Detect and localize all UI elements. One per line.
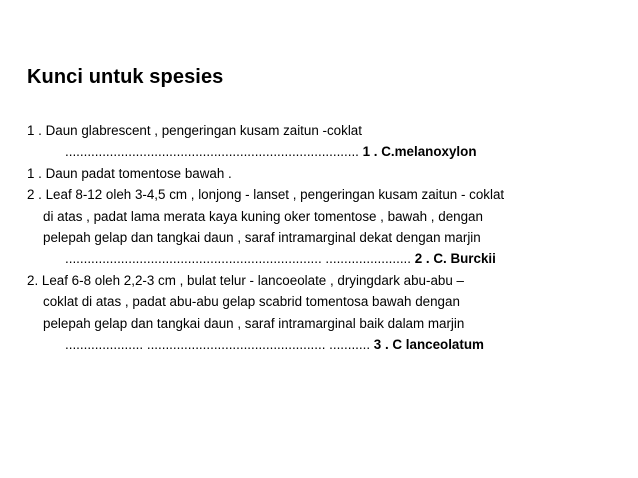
key-line-11 <box>27 334 627 355</box>
key-line-1 <box>27 120 627 141</box>
key-line-10 <box>27 313 627 334</box>
key-line-3 <box>27 163 627 184</box>
slide-title: Kunci untuk spesies <box>27 66 224 88</box>
key-line-10-text: pelepah gelap dan tangkai daun , saraf intramarginal baik dalam marjin <box>43 315 465 331</box>
key-line-6-text: pelepah gelap dan tangkai daun , saraf intramarginal dekat dengan marjin <box>43 229 481 245</box>
key-line-5 <box>27 206 627 227</box>
key-line-2-leader: ............................................................................... <box>65 144 363 160</box>
key-line-2-result: 1 . C.melanoxylon <box>362 144 477 160</box>
key-line-4 <box>27 184 627 205</box>
key-line-9 <box>27 291 627 312</box>
key-line-7-result: 2 . C. Burckii <box>414 251 496 267</box>
key-line-11-leader: ..................... ................................................ ........... <box>65 336 374 352</box>
key-line-11-result: 3 . C lanceolatum <box>373 336 484 352</box>
key-line-3-text: 1 . Daun padat tomentose bawah . <box>27 165 232 181</box>
key-line-6 <box>27 227 627 248</box>
key-line-5-text: di atas , padat lama merata kaya kuning oker tomentose , bawah , dengan <box>43 208 483 224</box>
key-line-8-text: 2. Leaf 6-8 oleh 2,2-3 cm , bulat telur - lancoeolate , dryingdark abu-abu – <box>27 272 464 288</box>
identification-key <box>27 120 627 355</box>
key-line-9-text: coklat di atas , padat abu-abu gelap scabrid tomentosa bawah dengan <box>43 294 460 310</box>
key-line-7 <box>27 248 627 269</box>
key-line-1-text: 1 . Daun glabrescent , pengeringan kusam zaitun -coklat <box>27 123 362 138</box>
key-line-7-leader: ..................................................................... ....................... <box>65 251 415 267</box>
key-line-4-text: 2 . Leaf 8-12 oleh 3-4,5 cm , lonjong - lanset , pengeringan kusam zaitun - coklat <box>27 187 505 203</box>
key-line-8 <box>27 270 627 291</box>
key-line-2 <box>27 141 627 162</box>
